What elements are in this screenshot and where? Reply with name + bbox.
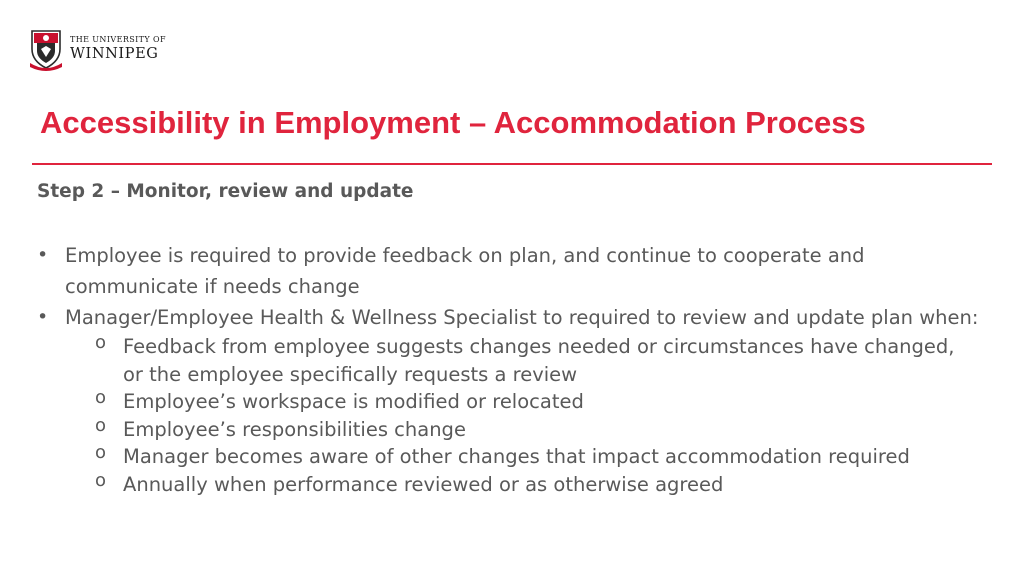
- university-logo: [28, 26, 178, 72]
- sub-bullet-item: [95, 443, 955, 471]
- title-divider: [32, 163, 992, 165]
- logo-line-2: WINNIPEG: [70, 46, 159, 63]
- sub-bullet-item: [95, 471, 955, 499]
- sub-bullet-marker: o: [95, 332, 107, 353]
- sub-bullet-text: Annually when performance reviewed or as otherwise agreed: [123, 472, 724, 496]
- bullet-marker: •: [37, 306, 49, 328]
- sub-bullet-list: [95, 333, 955, 498]
- bullet-text: Manager/Employee Health & Wellness Specialist to required to review and update plan when:: [65, 306, 979, 329]
- sub-bullet-marker: o: [95, 387, 107, 408]
- logo-text: [70, 36, 166, 62]
- sub-bullet-marker: o: [95, 414, 107, 436]
- sub-bullet-marker: o: [95, 442, 107, 463]
- sub-bullet-text: Employee’s workspace is modified or relocated: [123, 390, 584, 413]
- sub-bullet-marker: o: [95, 469, 107, 491]
- step-heading: Step 2 – Monitor, review and update: [37, 181, 414, 202]
- sub-bullet-text: Manager becomes aware of other changes that impact accommodation required: [123, 445, 910, 468]
- sub-bullet-item: [95, 333, 955, 388]
- bullet-item: [37, 240, 987, 302]
- crest-icon: [28, 27, 64, 71]
- sub-bullet-text: Feedback from employee suggests changes needed or circumstances have changed, or the employee specifically requests a review: [123, 335, 955, 386]
- slide-title: Accessibility in Employment – Accommodation Process: [40, 105, 866, 140]
- logo-line-1: THE UNIVERSITY OF: [70, 35, 166, 45]
- sub-bullet-text: Employee’s responsibilities change: [123, 417, 466, 441]
- bullet-item: [37, 302, 987, 498]
- bullet-marker: •: [37, 244, 49, 266]
- bullet-text: Employee is required to provide feedback on plan, and continue to cooperate and communicate if needs change: [65, 244, 865, 298]
- sub-bullet-item: [95, 388, 955, 416]
- sub-bullet-item: [95, 416, 955, 444]
- bullet-list: [37, 240, 987, 498]
